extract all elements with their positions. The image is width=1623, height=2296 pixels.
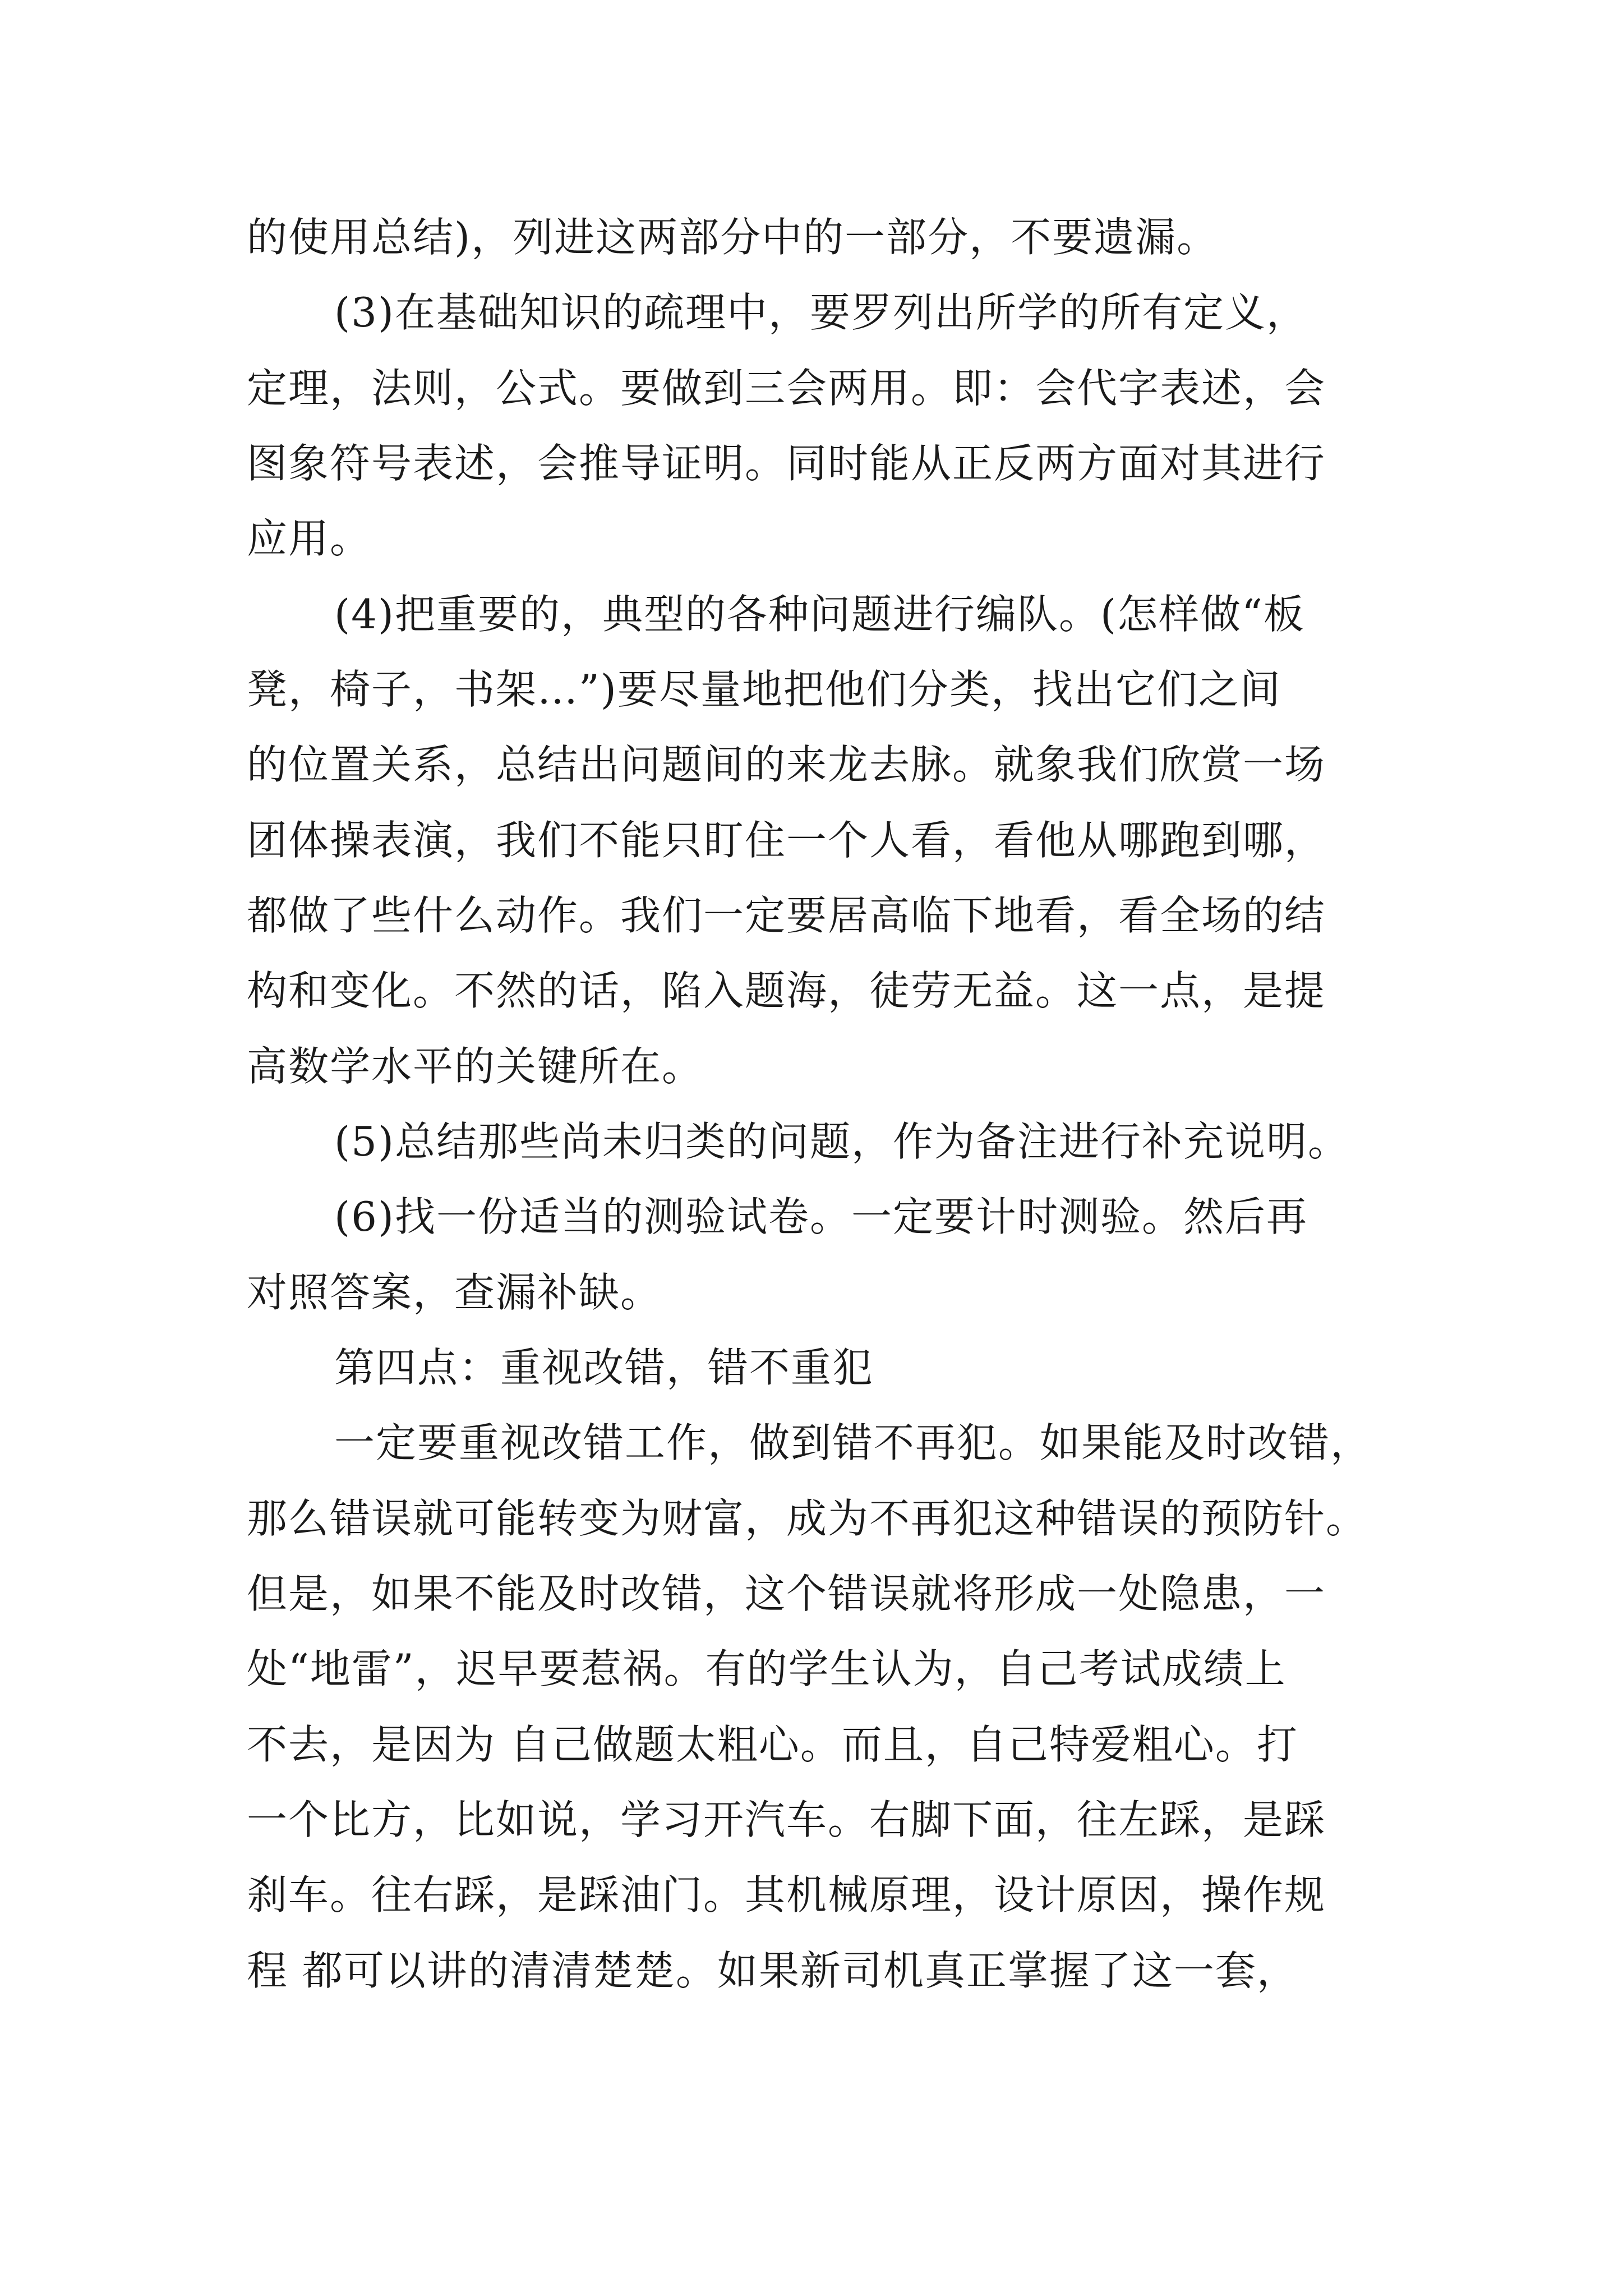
text-line: (6)找一份适当的测验试卷。一定要计时测验。然后再 [334,1193,1308,1240]
text-line: 处“地雷”，迟早要惹祸。有的学生认为，自己考试成绩上 [247,1645,1287,1692]
text-line: 刹车。往右踩，是踩油门。其机械原理，设计原因，操作规 [247,1871,1326,1918]
text-line: 高数学水平的关键所在。 [247,1043,704,1090]
text-line: 构和变化。不然的话，陷入题海，徒劳无益。这一点，是提 [247,967,1326,1014]
text-line: 凳，椅子，书架…”)要尽量地把他们分类，找出它们之间 [247,666,1281,713]
text-line: 对照答案，查漏补缺。 [247,1269,662,1316]
text-line: 的使用总结)，列进这两部分中的一部分，不要遗漏。 [247,214,1219,261]
text-line: 一定要重视改错工作，做到错不再犯。如果能及时改错， [334,1419,1372,1466]
text-line: 图象符号表述，会推导证明。同时能从正反两方面对其进行 [247,440,1326,487]
text-line: 定理，法则，公式。要做到三会两用。即：会代字表述，会 [247,365,1326,412]
text-line: 不去，是因为 自己做题太粗心。而且，自己特爱粗心。打 [247,1721,1298,1768]
text-line: 那么错误就可能转变为财富，成为不再犯这种错误的预防针。 [247,1495,1368,1542]
text-line: 程 都可以讲的清清楚楚。如果新司机真正掌握了这一套， [247,1947,1298,1994]
text-line: 团体操表演，我们不能只盯住一个人看，看他从哪跑到哪， [247,817,1326,864]
text-line: 但是，如果不能及时改错，这个错误就将形成一处隐患，一 [247,1570,1326,1617]
text-line: 应用。 [247,515,372,562]
text-line: 都做了些什么动作。我们一定要居高临下地看，看全场的结 [247,892,1326,939]
text-line: 的位置关系，总结出问题间的来龙去脉。就象我们欣赏一场 [247,741,1326,788]
text-line: (3)在基础知识的疏理中，要罗列出所学的所有定义， [334,289,1308,336]
text-line: (4)把重要的，典型的各种问题进行编队。(怎样做“板 [334,591,1305,638]
text-line: (5)总结那些尚未归类的问题，作为备注进行补充说明。 [334,1118,1349,1165]
text-line: 一个比方，比如说，学习开汽车。右脚下面，往左踩，是踩 [247,1796,1326,1843]
section-heading: 第四点：重视改错，错不重犯 [334,1344,874,1391]
